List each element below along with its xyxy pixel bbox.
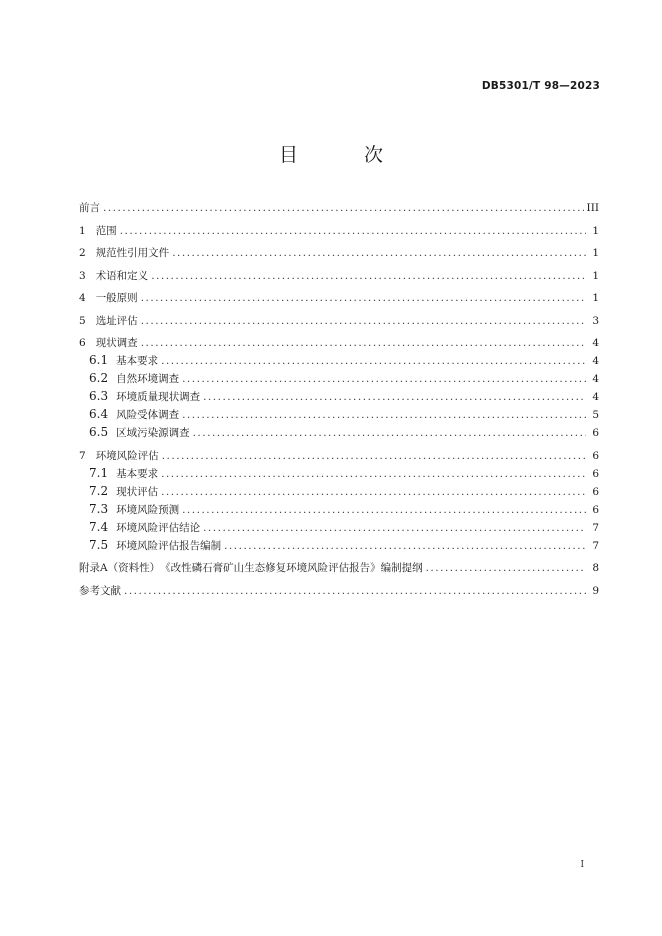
toc-dot-leader <box>172 245 586 262</box>
toc-dot-leader <box>141 335 586 352</box>
toc-entry-title: 环境风险评估结论 <box>116 521 201 534</box>
standard-code: DB5301/T 98—2023 <box>481 80 600 92</box>
toc-entry-title: 基本要求 <box>116 467 159 480</box>
toc-entry-page: 7 <box>592 539 599 552</box>
toc-dot-leader <box>193 425 586 442</box>
toc-entry[interactable] <box>79 465 599 483</box>
toc-entry[interactable] <box>79 352 599 370</box>
toc-entry-title: 参考文献 <box>79 584 121 597</box>
toc-entry[interactable] <box>79 537 599 555</box>
toc-entry-number: 7.5 <box>89 537 109 552</box>
toc-dot-leader <box>224 538 586 555</box>
toc-entry[interactable] <box>79 200 599 217</box>
toc-entry-title: 现状调查 <box>95 337 138 349</box>
toc-entry-title: 环境风险评估 <box>95 449 159 462</box>
toc-entry[interactable] <box>79 406 599 424</box>
toc-entry[interactable] <box>79 290 599 307</box>
toc-entry-page: 4 <box>592 391 599 403</box>
toc-entry[interactable] <box>79 560 599 577</box>
toc-entry-title: 区域污染源调查 <box>116 427 190 439</box>
toc-entry-number: 6.3 <box>89 389 109 403</box>
toc-entry-number: 7.4 <box>89 519 109 534</box>
toc-dot-leader <box>161 466 586 483</box>
toc-entry-page: 4 <box>592 337 599 349</box>
toc-entry-number: 6.1 <box>89 353 109 367</box>
toc-entry-number: 2 <box>79 247 86 259</box>
toc-entry-title: 环境风险评估报告编制 <box>116 539 222 552</box>
toc-entry-number: 7.3 <box>89 501 109 516</box>
toc-entry-title: 自然环境调查 <box>116 373 180 385</box>
toc-entry[interactable] <box>79 388 599 406</box>
toc-entry-page: 1 <box>592 269 599 282</box>
toc-dot-leader <box>203 520 586 537</box>
toc-entry-number: 6.2 <box>89 371 109 385</box>
toc-entry[interactable] <box>79 501 599 519</box>
toc-entry-number: 4 <box>79 292 86 304</box>
toc-entry-page: III <box>586 202 599 214</box>
toc-entry-title: 现状评估 <box>116 485 159 498</box>
toc-entry[interactable] <box>79 335 599 352</box>
toc-entry-number: 6.5 <box>89 425 109 439</box>
toc-entry[interactable] <box>79 424 599 442</box>
toc-entry-number: 3 <box>79 269 86 282</box>
toc-entry-title: 前言 <box>79 202 100 214</box>
toc-entry-page: 1 <box>592 224 599 237</box>
page-title: 目 次 <box>278 144 414 166</box>
toc-entry-number: 6 <box>79 337 86 349</box>
toc-dot-leader <box>182 371 586 388</box>
toc-entry-page: 1 <box>592 292 599 304</box>
toc-entry-page: 9 <box>592 584 599 597</box>
toc-dot-leader <box>124 583 586 600</box>
toc-entry-page: 4 <box>592 355 599 367</box>
toc-dot-leader <box>103 200 584 217</box>
toc-entry-page: 4 <box>592 373 599 385</box>
toc-entry-page: 6 <box>592 485 599 498</box>
toc-entry-number: 7.2 <box>89 483 109 498</box>
toc-entry-page: 6 <box>592 449 599 462</box>
toc-entry-number: 6.4 <box>89 407 109 421</box>
toc-entry-title: 基本要求 <box>116 355 159 367</box>
toc-entry-title: 环境风险预测 <box>116 503 180 516</box>
toc-entry-number: 5 <box>79 314 86 327</box>
toc-entry-title: 规范性引用文件 <box>95 247 170 259</box>
toc-entry-page: 6 <box>592 467 599 480</box>
toc-entry[interactable] <box>79 313 599 330</box>
toc-dot-leader <box>141 290 586 307</box>
toc-entry-page: 8 <box>592 562 599 574</box>
toc-entry-title: 环境质量现状调查 <box>116 391 201 403</box>
page-number: I <box>580 860 584 870</box>
toc-entry-title: 术语和定义 <box>95 269 149 282</box>
toc-entry-title: 范围 <box>95 224 117 237</box>
toc-dot-leader <box>182 502 586 519</box>
toc-entry[interactable] <box>79 448 599 465</box>
toc-entry-page: 3 <box>592 314 599 327</box>
toc-entry[interactable] <box>79 245 599 262</box>
table-of-contents <box>79 200 599 600</box>
toc-entry-number: 1 <box>79 224 86 237</box>
toc-entry-page: 6 <box>592 503 599 516</box>
toc-dot-leader <box>182 407 586 424</box>
toc-entry-page: 5 <box>592 409 599 421</box>
toc-dot-leader <box>203 389 586 406</box>
toc-entry[interactable] <box>79 583 599 600</box>
toc-dot-leader <box>161 353 586 370</box>
toc-entry-page: 6 <box>592 427 599 439</box>
toc-entry-page: 1 <box>592 247 599 259</box>
toc-entry[interactable] <box>79 483 599 501</box>
toc-entry-title: 附录A（资料性） 《改性磷石膏矿山生态修复环境风险评估报告》编制提纲 <box>79 562 423 574</box>
toc-dot-leader <box>162 448 586 465</box>
toc-dot-leader <box>141 313 586 330</box>
toc-entry-title: 一般原则 <box>95 292 138 304</box>
toc-entry-number: 7 <box>79 449 86 462</box>
toc-dot-leader <box>426 560 586 577</box>
toc-entry[interactable] <box>79 370 599 388</box>
toc-entry-title: 风险受体调查 <box>116 409 180 421</box>
toc-entry-title: 选址评估 <box>95 314 138 327</box>
toc-entry-page: 7 <box>592 521 599 534</box>
toc-entry[interactable] <box>79 223 599 240</box>
toc-dot-leader <box>151 268 586 285</box>
toc-entry[interactable] <box>79 268 599 285</box>
toc-dot-leader <box>161 484 586 501</box>
toc-dot-leader <box>120 223 586 240</box>
toc-entry-number: 7.1 <box>89 465 109 480</box>
toc-entry[interactable] <box>79 519 599 537</box>
